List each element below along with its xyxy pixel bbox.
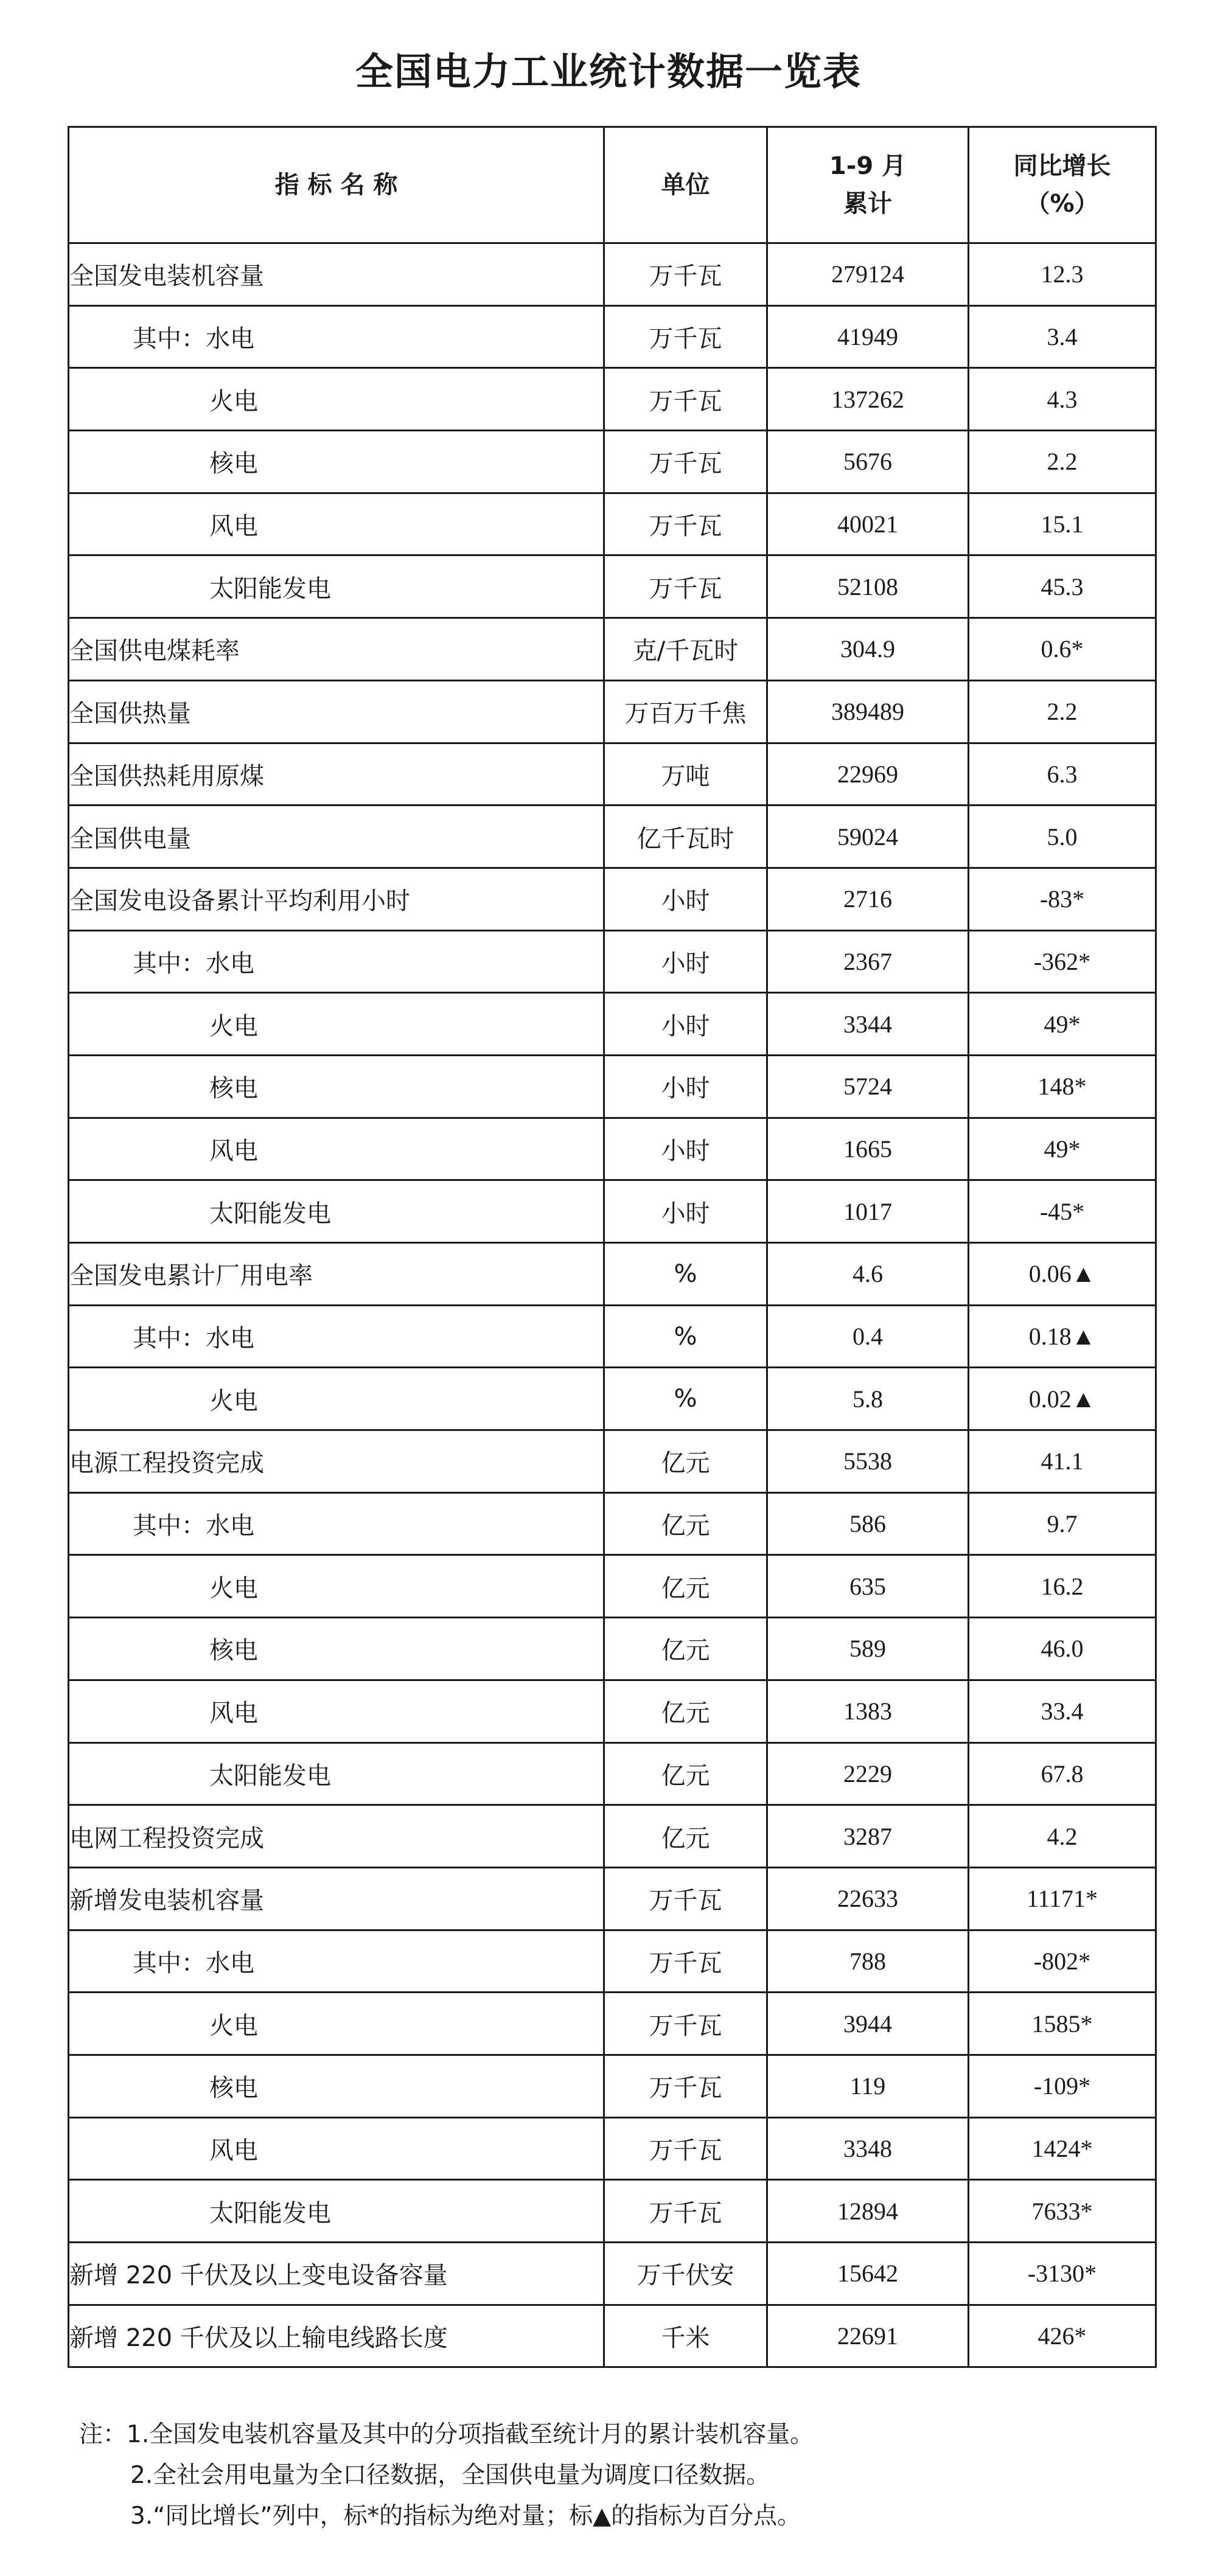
indicator-name-cell: 全国供热耗用原煤: [69, 743, 604, 806]
unit-cell: 亿元: [604, 1618, 767, 1680]
unit-cell: 万千瓦: [604, 1867, 767, 1930]
table-row: [69, 1993, 1156, 2055]
growth-value-cell: 0.06▲: [969, 1243, 1156, 1306]
cumulative-value-cell: 3344: [767, 993, 969, 1056]
unit-cell: 小时: [604, 930, 767, 993]
unit-cell: 万千瓦: [604, 1930, 767, 1993]
unit-cell: 亿千瓦时: [604, 806, 767, 868]
cumulative-value-cell: 1383: [767, 1680, 969, 1742]
cumulative-value-cell: 41949: [767, 305, 969, 368]
table-row: [69, 2243, 1156, 2305]
cumulative-value-cell: 5.8: [767, 1368, 969, 1430]
indicator-name-cell: 核电: [69, 431, 604, 493]
cumulative-value-cell: 59024: [767, 806, 969, 868]
unit-cell: 小时: [604, 1055, 767, 1118]
table-row: [69, 1555, 1156, 1618]
table-row: [69, 305, 1156, 368]
table-row: [69, 1867, 1156, 1930]
indicator-name-cell: 其中：水电: [69, 305, 604, 368]
indicator-name-cell: 其中：水电: [69, 1492, 604, 1555]
table-header-row: [69, 127, 1156, 243]
indicator-name-cell: 全国发电设备累计平均利用小时: [69, 868, 604, 930]
indicator-name-cell: 电源工程投资完成: [69, 1430, 604, 1493]
cumulative-value-cell: 22691: [767, 2305, 969, 2367]
cumulative-value-cell: 2367: [767, 930, 969, 993]
header-cumulative: [767, 127, 969, 243]
page-title: 全国电力工业统计数据一览表: [355, 49, 862, 94]
indicator-name-cell: 风电: [69, 493, 604, 555]
table-row: [69, 555, 1156, 618]
table-row: [69, 743, 1156, 806]
cumulative-value-cell: 52108: [767, 555, 969, 618]
header-growth: [969, 127, 1156, 243]
cumulative-value-cell: 635: [767, 1555, 969, 1618]
growth-value-cell: -83*: [969, 868, 1156, 930]
growth-value-cell: 49*: [969, 993, 1156, 1056]
table-row: [69, 1305, 1156, 1368]
table-row: [69, 806, 1156, 868]
table-row: [69, 368, 1156, 431]
unit-cell: 万千瓦: [604, 2180, 767, 2243]
unit-cell: 亿元: [604, 1742, 767, 1805]
growth-value-cell: -362*: [969, 930, 1156, 993]
growth-value-cell: 4.2: [969, 1805, 1156, 1868]
header-cumulative-period: 1-9 月: [829, 152, 907, 180]
unit-cell: %: [604, 1305, 767, 1368]
cumulative-value-cell: 137262: [767, 368, 969, 431]
indicator-name-cell: 新增发电装机容量: [69, 1867, 604, 1930]
table-row: [69, 1742, 1156, 1805]
indicator-name-cell: 火电: [69, 1993, 604, 2055]
cumulative-value-cell: 586: [767, 1492, 969, 1555]
table-row: [69, 1680, 1156, 1742]
indicator-name-cell: 风电: [69, 1680, 604, 1742]
indicator-name-cell: 其中：水电: [69, 1930, 604, 1993]
cumulative-value-cell: 1665: [767, 1118, 969, 1180]
cumulative-value-cell: 40021: [767, 493, 969, 555]
header-growth-unit: （%）: [1025, 190, 1099, 218]
table-row: [69, 680, 1156, 743]
indicator-name-cell: 其中：水电: [69, 1305, 604, 1368]
cumulative-value-cell: 5724: [767, 1055, 969, 1118]
unit-cell: 亿元: [604, 1555, 767, 1618]
unit-cell: %: [604, 1243, 767, 1306]
indicator-name-cell: 火电: [69, 368, 604, 431]
unit-cell: 万千瓦: [604, 555, 767, 618]
cumulative-value-cell: 3348: [767, 2117, 969, 2180]
table-row: [69, 1430, 1156, 1493]
unit-cell: 万吨: [604, 743, 767, 806]
unit-cell: 万千瓦: [604, 493, 767, 555]
table-row: [69, 2180, 1156, 2243]
indicator-name-cell: 核电: [69, 2055, 604, 2117]
footnote-2: 2.全社会用电量为全口径数据，全国供电量为调度口径数据。: [130, 2462, 770, 2489]
unit-cell: 万千瓦: [604, 431, 767, 493]
indicator-name-cell: 太阳能发电: [69, 1180, 604, 1243]
indicator-name-cell: 风电: [69, 1118, 604, 1180]
indicator-name-cell: 火电: [69, 1368, 604, 1430]
table-row: [69, 1055, 1156, 1118]
unit-cell: 小时: [604, 1180, 767, 1243]
indicator-name-cell: 太阳能发电: [69, 1742, 604, 1805]
header-unit: 单位: [604, 127, 767, 243]
cumulative-value-cell: 304.9: [767, 618, 969, 681]
indicator-name-cell: 全国供热量: [69, 680, 604, 743]
growth-value-cell: -109*: [969, 2055, 1156, 2117]
growth-value-cell: 6.3: [969, 743, 1156, 806]
indicator-name-cell: 全国发电累计厂用电率: [69, 1243, 604, 1306]
unit-cell: 千米: [604, 2305, 767, 2367]
table-row: [69, 1930, 1156, 1993]
growth-value-cell: 1585*: [969, 1993, 1156, 2055]
unit-cell: 万千瓦: [604, 2117, 767, 2180]
table-row: [69, 930, 1156, 993]
table-body: [69, 243, 1156, 2367]
table-row: [69, 1243, 1156, 1306]
indicator-name-cell: 太阳能发电: [69, 555, 604, 618]
table-row: [69, 1492, 1156, 1555]
unit-cell: 克/千瓦时: [604, 618, 767, 681]
table-row: [69, 868, 1156, 930]
table-row: [69, 618, 1156, 681]
table-row: [69, 1180, 1156, 1243]
unit-cell: 亿元: [604, 1430, 767, 1493]
cumulative-value-cell: 279124: [767, 243, 969, 306]
cumulative-value-cell: 2716: [767, 868, 969, 930]
cumulative-value-cell: 4.6: [767, 1243, 969, 1306]
cumulative-value-cell: 12894: [767, 2180, 969, 2243]
table-row: [69, 1368, 1156, 1430]
table-row: [69, 993, 1156, 1056]
cumulative-value-cell: 5676: [767, 431, 969, 493]
growth-value-cell: 46.0: [969, 1618, 1156, 1680]
indicator-name-cell: 核电: [69, 1618, 604, 1680]
cumulative-value-cell: 788: [767, 1930, 969, 1993]
unit-cell: 万千瓦: [604, 2055, 767, 2117]
growth-value-cell: -45*: [969, 1180, 1156, 1243]
unit-cell: 万千伏安: [604, 2243, 767, 2305]
indicator-name-cell: 全国供电煤耗率: [69, 618, 604, 681]
header-cumulative-label: 累计: [843, 190, 892, 218]
growth-value-cell: -3130*: [969, 2243, 1156, 2305]
growth-value-cell: 0.6*: [969, 618, 1156, 681]
cumulative-value-cell: 5538: [767, 1430, 969, 1493]
unit-cell: 万千瓦: [604, 1993, 767, 2055]
unit-cell: 小时: [604, 993, 767, 1056]
growth-value-cell: 426*: [969, 2305, 1156, 2367]
unit-cell: 万千瓦: [604, 243, 767, 306]
growth-value-cell: 2.2: [969, 431, 1156, 493]
cumulative-value-cell: 589: [767, 1618, 969, 1680]
growth-value-cell: 9.7: [969, 1492, 1156, 1555]
growth-value-cell: 1424*: [969, 2117, 1156, 2180]
growth-value-cell: 16.2: [969, 1555, 1156, 1618]
growth-value-cell: 148*: [969, 1055, 1156, 1118]
unit-cell: 小时: [604, 868, 767, 930]
growth-value-cell: -802*: [969, 1930, 1156, 1993]
cumulative-value-cell: 22969: [767, 743, 969, 806]
cumulative-value-cell: 2229: [767, 1742, 969, 1805]
indicator-name-cell: 太阳能发电: [69, 2180, 604, 2243]
indicator-name-cell: 火电: [69, 1555, 604, 1618]
growth-value-cell: 0.02▲: [969, 1368, 1156, 1430]
header-indicator-name: 指 标 名 称: [69, 127, 604, 243]
statistics-table: [68, 126, 1157, 2368]
cumulative-value-cell: 3944: [767, 1993, 969, 2055]
growth-value-cell: 41.1: [969, 1430, 1156, 1493]
growth-value-cell: 15.1: [969, 493, 1156, 555]
table-row: [69, 2305, 1156, 2367]
indicator-name-cell: 核电: [69, 1055, 604, 1118]
table-row: [69, 1118, 1156, 1180]
cumulative-value-cell: 15642: [767, 2243, 969, 2305]
growth-value-cell: 0.18▲: [969, 1305, 1156, 1368]
unit-cell: 万千瓦: [604, 368, 767, 431]
growth-value-cell: 33.4: [969, 1680, 1156, 1742]
cumulative-value-cell: 1017: [767, 1180, 969, 1243]
growth-value-cell: 3.4: [969, 305, 1156, 368]
table-row: [69, 431, 1156, 493]
indicator-name-cell: 其中：水电: [69, 930, 604, 993]
header-growth-label: 同比增长: [1013, 152, 1111, 180]
table-row: [69, 243, 1156, 306]
table-row: [69, 2055, 1156, 2117]
unit-cell: 小时: [604, 1118, 767, 1180]
cumulative-value-cell: 119: [767, 2055, 969, 2117]
growth-value-cell: 49*: [969, 1118, 1156, 1180]
table-row: [69, 1805, 1156, 1868]
unit-cell: 亿元: [604, 1680, 767, 1742]
growth-value-cell: 45.3: [969, 555, 1156, 618]
footnotes: [79, 2414, 814, 2536]
unit-cell: 亿元: [604, 1805, 767, 1868]
growth-value-cell: 67.8: [969, 1742, 1156, 1805]
unit-cell: %: [604, 1368, 767, 1430]
cumulative-value-cell: 0.4: [767, 1305, 969, 1368]
indicator-name-cell: 电网工程投资完成: [69, 1805, 604, 1868]
table-row: [69, 1618, 1156, 1680]
cumulative-value-cell: 22633: [767, 1867, 969, 1930]
unit-cell: 亿元: [604, 1492, 767, 1555]
unit-cell: 万百万千焦: [604, 680, 767, 743]
growth-value-cell: 4.3: [969, 368, 1156, 431]
unit-cell: 万千瓦: [604, 305, 767, 368]
growth-value-cell: 5.0: [969, 806, 1156, 868]
growth-value-cell: 7633*: [969, 2180, 1156, 2243]
table-row: [69, 2117, 1156, 2180]
table-row: [69, 493, 1156, 555]
indicator-name-cell: 风电: [69, 2117, 604, 2180]
growth-value-cell: 12.3: [969, 243, 1156, 306]
cumulative-value-cell: 389489: [767, 680, 969, 743]
indicator-name-cell: 新增 220 千伏及以上输电线路长度: [69, 2305, 604, 2367]
growth-value-cell: 11171*: [969, 1867, 1156, 1930]
indicator-name-cell: 新增 220 千伏及以上变电设备容量: [69, 2243, 604, 2305]
footnote-1: 注：1.全国发电装机容量及其中的分项指截至统计月的累计装机容量。: [79, 2421, 814, 2448]
footnote-3: 3.“同比增长”列中，标*的指标为绝对量；标▲的指标为百分点。: [130, 2502, 801, 2530]
indicator-name-cell: 火电: [69, 993, 604, 1056]
indicator-name-cell: 全国供电量: [69, 806, 604, 868]
cumulative-value-cell: 3287: [767, 1805, 969, 1868]
growth-value-cell: 2.2: [969, 680, 1156, 743]
indicator-name-cell: 全国发电装机容量: [69, 243, 604, 306]
